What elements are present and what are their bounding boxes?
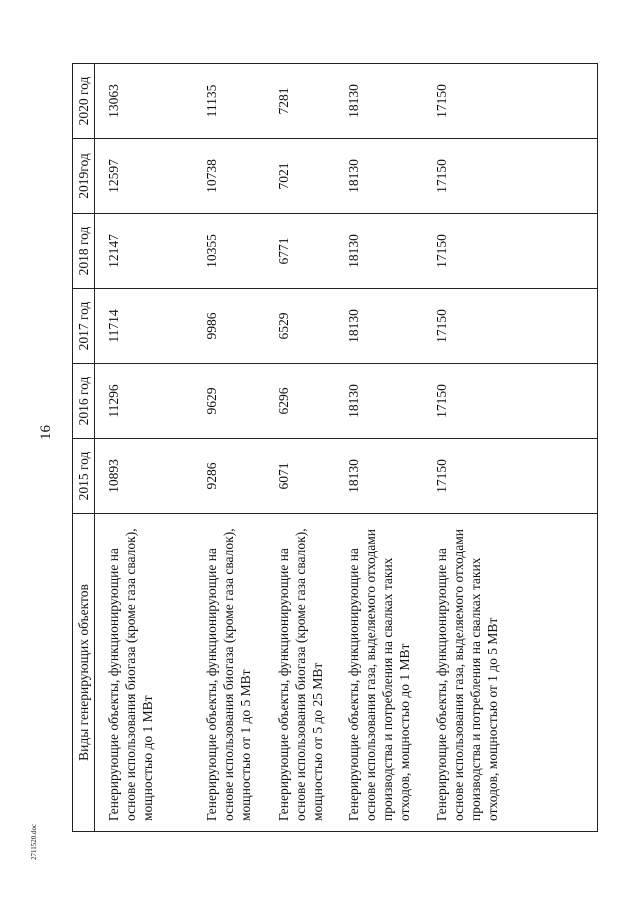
row-object-name: Генерирующие объекты, функционирующие на основе использования газа, выделяемого отходами производства и потребления на свалках таких отходов, мощностью от 1 до 5 МВт bbox=[423, 514, 598, 832]
header-year-2015: 2015 год bbox=[73, 439, 95, 514]
generating-objects-table bbox=[72, 63, 598, 832]
table-row bbox=[423, 64, 598, 832]
row-value-2015: 9286 bbox=[193, 439, 265, 514]
row-value-2015: 6071 bbox=[265, 439, 335, 514]
row-value-2020: 7281 bbox=[265, 64, 335, 139]
row-value-2015: 18130 bbox=[335, 439, 423, 514]
row-value-2017: 6529 bbox=[265, 289, 335, 364]
row-value-2016: 9629 bbox=[193, 364, 265, 439]
row-value-2018: 6771 bbox=[265, 214, 335, 289]
row-value-2015: 10893 bbox=[95, 439, 193, 514]
row-value-2017: 11714 bbox=[95, 289, 193, 364]
header-year-2016: 2016 год bbox=[73, 364, 95, 439]
header-year-2018: 2018 год bbox=[73, 214, 95, 289]
header-year-2017: 2017 год bbox=[73, 289, 95, 364]
row-value-2020: 13063 bbox=[95, 64, 193, 139]
row-value-2015: 17150 bbox=[423, 439, 598, 514]
row-value-2020: 17150 bbox=[423, 64, 598, 139]
table-row bbox=[265, 64, 335, 832]
row-object-name: Генерирующие объекты, функционирующие на основе использования газа, выделяемого отходами производства и потребления на свалках таких отходов, мощностью до 1 МВт bbox=[335, 514, 423, 832]
row-value-2018: 18130 bbox=[335, 214, 423, 289]
header-year-2019: 2019год bbox=[73, 139, 95, 214]
table-row bbox=[95, 64, 193, 832]
table-row bbox=[335, 64, 423, 832]
row-value-2016: 18130 bbox=[335, 364, 423, 439]
row-value-2019: 18130 bbox=[335, 139, 423, 214]
row-value-2018: 17150 bbox=[423, 214, 598, 289]
row-object-name: Генерирующие объекты, функционирующие на основе использования биогаза (кроме газа свалок), мощностью от 1 до 5 МВт bbox=[193, 514, 265, 832]
row-value-2019: 12597 bbox=[95, 139, 193, 214]
row-value-2019: 7021 bbox=[265, 139, 335, 214]
row-value-2016: 11296 bbox=[95, 364, 193, 439]
row-object-name: Генерирующие объекты, функционирующие на основе использования биогаза (кроме газа свалок), мощностью от 5 до 25 МВт bbox=[265, 514, 335, 832]
row-value-2020: 18130 bbox=[335, 64, 423, 139]
row-value-2019: 17150 bbox=[423, 139, 598, 214]
row-value-2017: 18130 bbox=[335, 289, 423, 364]
header-object-type: Виды генерирующих объектов bbox=[73, 514, 95, 832]
row-value-2017: 17150 bbox=[423, 289, 598, 364]
row-value-2016: 6296 bbox=[265, 364, 335, 439]
row-value-2018: 12147 bbox=[95, 214, 193, 289]
table-row bbox=[193, 64, 265, 832]
row-value-2019: 10738 bbox=[193, 139, 265, 214]
row-value-2018: 10355 bbox=[193, 214, 265, 289]
row-value-2017: 9986 bbox=[193, 289, 265, 364]
row-value-2020: 11135 bbox=[193, 64, 265, 139]
document-filename: 2711520.doc bbox=[30, 823, 38, 860]
page-number: 16 bbox=[38, 425, 54, 440]
row-value-2016: 17150 bbox=[423, 364, 598, 439]
header-year-2020: 2020 год bbox=[73, 64, 95, 139]
table-header-row bbox=[73, 64, 95, 832]
tariff-table-wrapper bbox=[72, 64, 598, 832]
row-object-name: Генерирующие объекты, функционирующие на основе использования биогаза (кроме газа свалок), мощностью до 1 МВт bbox=[95, 514, 193, 832]
